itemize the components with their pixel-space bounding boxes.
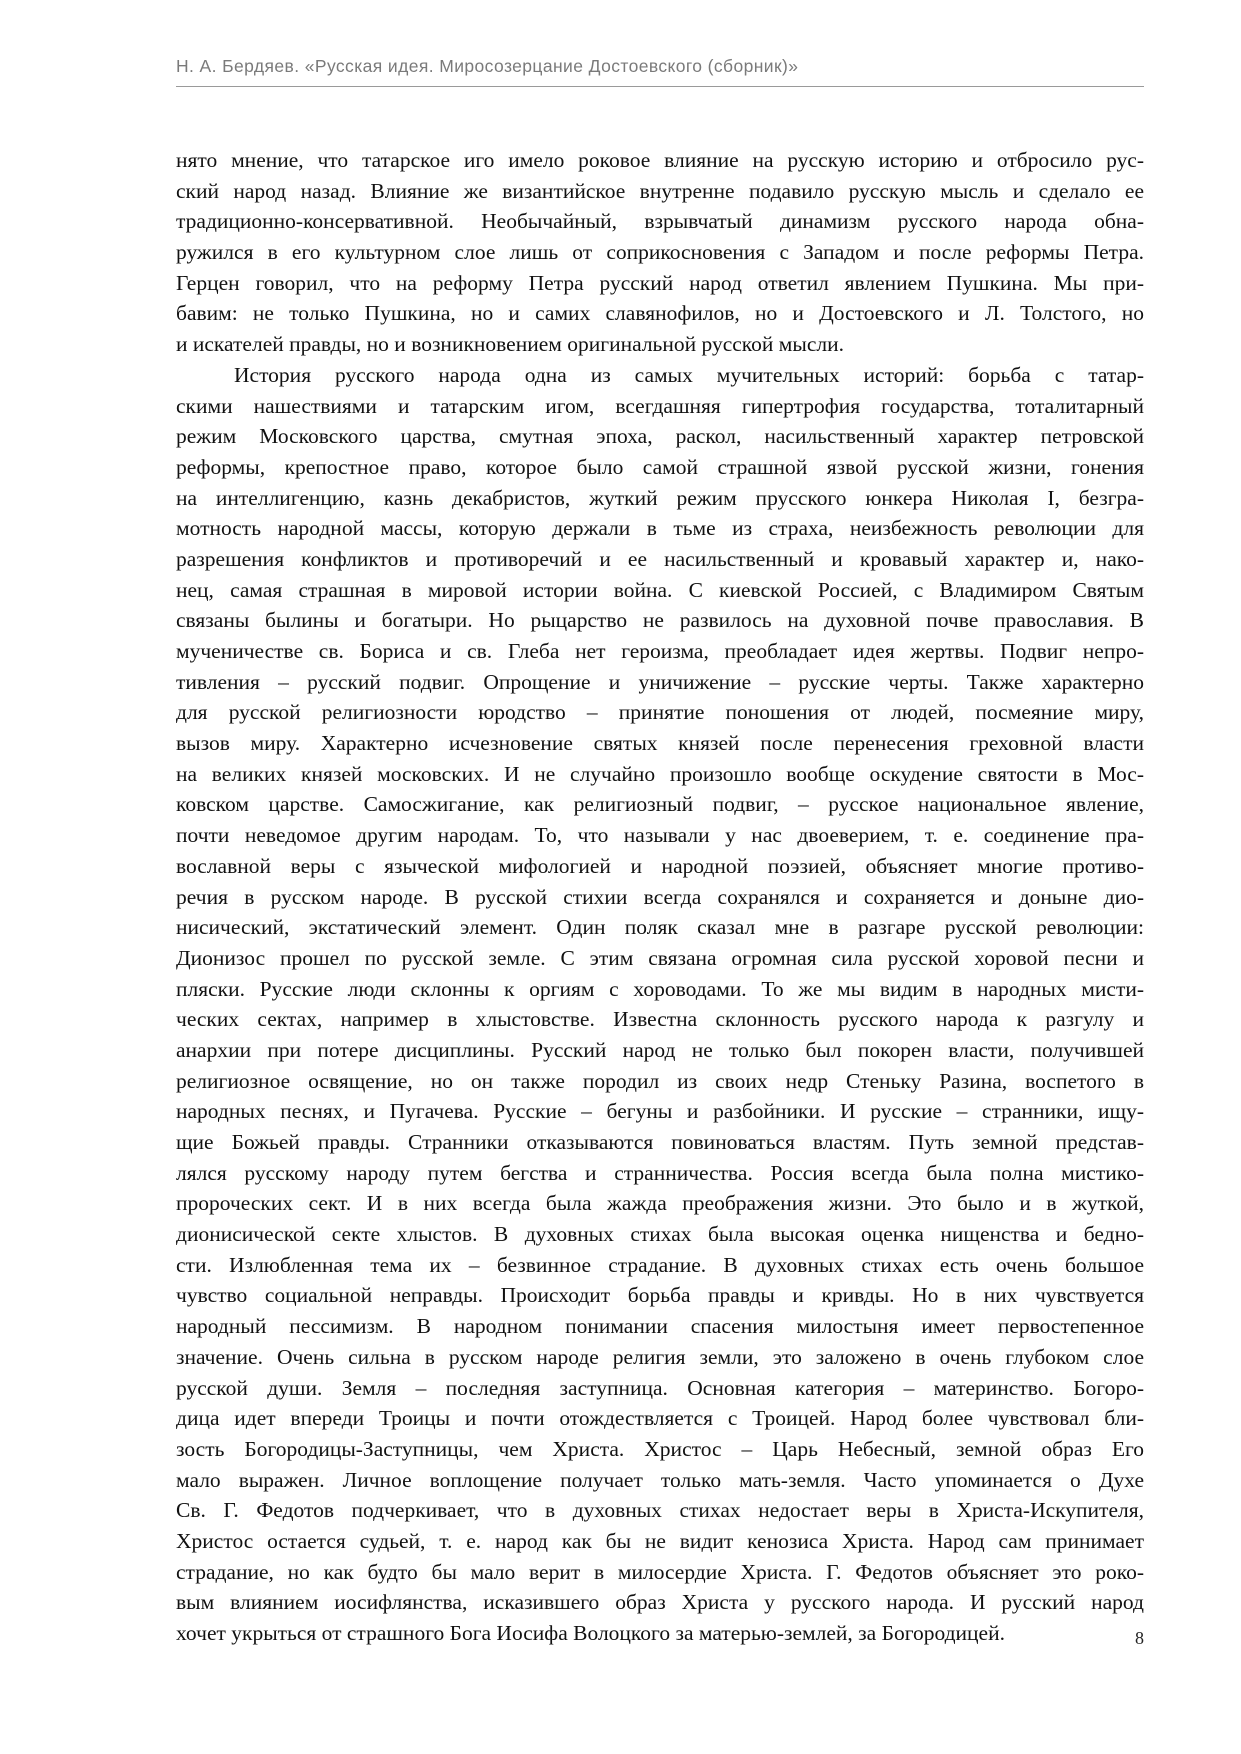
text-line: значение. Очень сильна в русском народе религия земли, это заложено в очень глубоком слое — [176, 1344, 1144, 1369]
text-line: вославной веры с языческой мифологией и народной поэзией, объясняет многие противо- — [176, 853, 1144, 878]
text-line: Дионизос прошел по русской земле. С этим связана огромная сила русской хоровой песни и — [176, 945, 1144, 970]
text-line: зость Богородицы-Заступницы, чем Христа. Христос – Царь Небесный, земной образ Его — [176, 1436, 1144, 1461]
text-line: История русского народа одна из самых мучительных историй: борьба с татар- — [234, 362, 1144, 387]
text-line: ружился в его культурном слое лишь от соприкосновения с Западом и после реформы Петра. — [176, 240, 1144, 265]
paragraph — [176, 145, 1144, 360]
text-line: связаны былины и богатыри. Но рыцарство не развилось на духовной почве православия. В — [176, 608, 1144, 633]
text-line: разрешения конфликтов и противоречий и ее насильственный и кровавый характер и, нако- — [176, 546, 1144, 571]
text-line: щие Божьей правды. Странники отказываются повиноваться властям. Путь земной представ- — [176, 1130, 1144, 1154]
page-number: 8 — [1135, 1628, 1144, 1648]
text-line: нец, самая страшная в мировой истории война. С киевской Россией, с Владимиром Святым — [176, 577, 1144, 602]
text-line: мало выражен. Личное воплощение получает только мать-земля. Часто упоминается о Духе — [176, 1467, 1144, 1492]
text-line: на интеллигенцию, казнь декабристов, жуткий режим прусского юнкера Николая I, безгра- — [176, 485, 1144, 510]
text-line: ковском царстве. Самосжигание, как религиозный подвиг, – русское национальное явление, — [176, 792, 1144, 817]
text-line: мотность народной массы, которую держали в тьме из страха, неизбежность революции для — [176, 516, 1144, 541]
running-header: Н. А. Бердяев. «Русская идея. Миросозерцание Достоевского (сборник)» — [176, 56, 799, 76]
text-line: Св. Г. Федотов подчеркивает, что в духовных стихах недостает веры в Христа-Искупителя, — [176, 1498, 1144, 1523]
text-line: вызов миру. Характерно исчезновение святых князей после перенесения греховной власти — [176, 731, 1144, 756]
header-divider — [176, 86, 1144, 87]
text-line: ский народ назад. Влияние же византийское внутренне подавило русскую мысль и сделало ее — [176, 178, 1144, 203]
text-line: почти неведомое другим народам. То, что называли у нас двоеверием, т. е. соединение пра- — [176, 823, 1144, 848]
text-line: хочет укрыться от страшного Бога Иосифа Волоцкого за матерью-землей, за Богородицей. — [176, 1621, 1005, 1645]
text-line: режим Московского царства, смутная эпоха, раскол, насильственный характер петровской — [176, 424, 1144, 449]
text-line: Герцен говорил, что на реформу Петра русский народ ответил явлением Пушкина. Мы при- — [176, 270, 1144, 295]
text-line: религиозное освящение, но он также породил из своих недр Стеньку Разина, воспетого в — [176, 1068, 1144, 1093]
text-line: нисический, экстатический элемент. Один поляк сказал мне в разгаре русской революции: — [176, 915, 1144, 940]
text-line: тивления – русский подвиг. Опрощение и уничижение – русские черты. Также характерно — [176, 669, 1144, 694]
text-line: скими нашествиями и татарским игом, всегдашняя гипертрофия государства, тоталитарный — [176, 393, 1144, 418]
text-line: на великих князей московских. И не случайно произошло вообще оскудение святости в Мос- — [176, 761, 1144, 786]
text-line: вым влиянием иосифлянства, исказившего образ Христа у русского народа. И русский народ — [176, 1590, 1144, 1615]
text-line: ческих сектах, например в хлыстовстве. Известна склонность русского народа к разгулу и — [176, 1007, 1144, 1032]
text-line: мученичестве св. Бориса и св. Глеба нет героизма, преобладает идея жертвы. Подвиг непро- — [176, 639, 1144, 663]
text-line: нято мнение, что татарское иго имело роковое влияние на русскую историю и отбросило рус- — [176, 148, 1144, 172]
text-line: пророческих сект. И в них всегда была жажда преображения жизни. Это было и в жуткой, — [176, 1191, 1144, 1216]
text-line: русской души. Земля – последняя заступница. Основная категория – материнство. Богоро- — [176, 1375, 1144, 1400]
text-line: речия в русском народе. В русской стихии всегда сохранялся и сохраняется и доныне дио- — [176, 884, 1144, 909]
text-line: народный пессимизм. В народном понимании спасения милостыня имеет первостепенное — [176, 1314, 1144, 1339]
page-body — [176, 145, 1144, 1649]
text-line: дионисической секте хлыстов. В духовных стихах была высокая оценка нищенства и бедно- — [176, 1222, 1144, 1247]
text-line: для русской религиозности юродство – принятие поношения от людей, посмеяние миру, — [176, 700, 1144, 725]
text-line: страдание, но как будто бы мало верит в милосердие Христа. Г. Федотов объясняет это роко- — [176, 1559, 1144, 1584]
text-line: народных песнях, и Пугачева. Русские – бегуны и разбойники. И русские – странники, ищу- — [176, 1099, 1144, 1124]
text-line: анархии при потере дисциплины. Русский народ не только был покорен власти, получившей — [176, 1037, 1144, 1062]
text-line: Христос остается судьей, т. е. народ как бы не видит кенозиса Христа. Народ сам принимает — [176, 1528, 1144, 1553]
text-line: и искателей правды, но и возникновением оригинальной русской мысли. — [176, 332, 844, 357]
text-line: реформы, крепостное право, которое было самой страшной язвой русской жизни, гонения — [176, 454, 1144, 479]
text-line: традиционно-консервативной. Необычайный, взрывчатый динамизм русского народа обна- — [176, 209, 1144, 234]
text-line: чувство социальной неправды. Происходит борьба правды и кривды. Но в них чувствуется — [176, 1283, 1144, 1308]
paragraph — [176, 360, 1144, 1649]
text-line: сти. Излюбленная тема их – безвинное страдание. В духовных стихах есть очень большое — [176, 1252, 1144, 1277]
text-line: лялся русскому народу путем бегства и странничества. Россия всегда была полна мистико- — [176, 1160, 1144, 1185]
text-line: бавим: не только Пушкина, но и самих славянофилов, но и Достоевского и Л. Толстого, но — [176, 301, 1144, 326]
text-line: пляски. Русские люди склонны к оргиям с хороводами. То же мы видим в народных мисти- — [176, 976, 1144, 1001]
text-line: дица идет впереди Троицы и почти отождествляется с Троицей. Народ более чувствовал бли- — [176, 1406, 1144, 1431]
